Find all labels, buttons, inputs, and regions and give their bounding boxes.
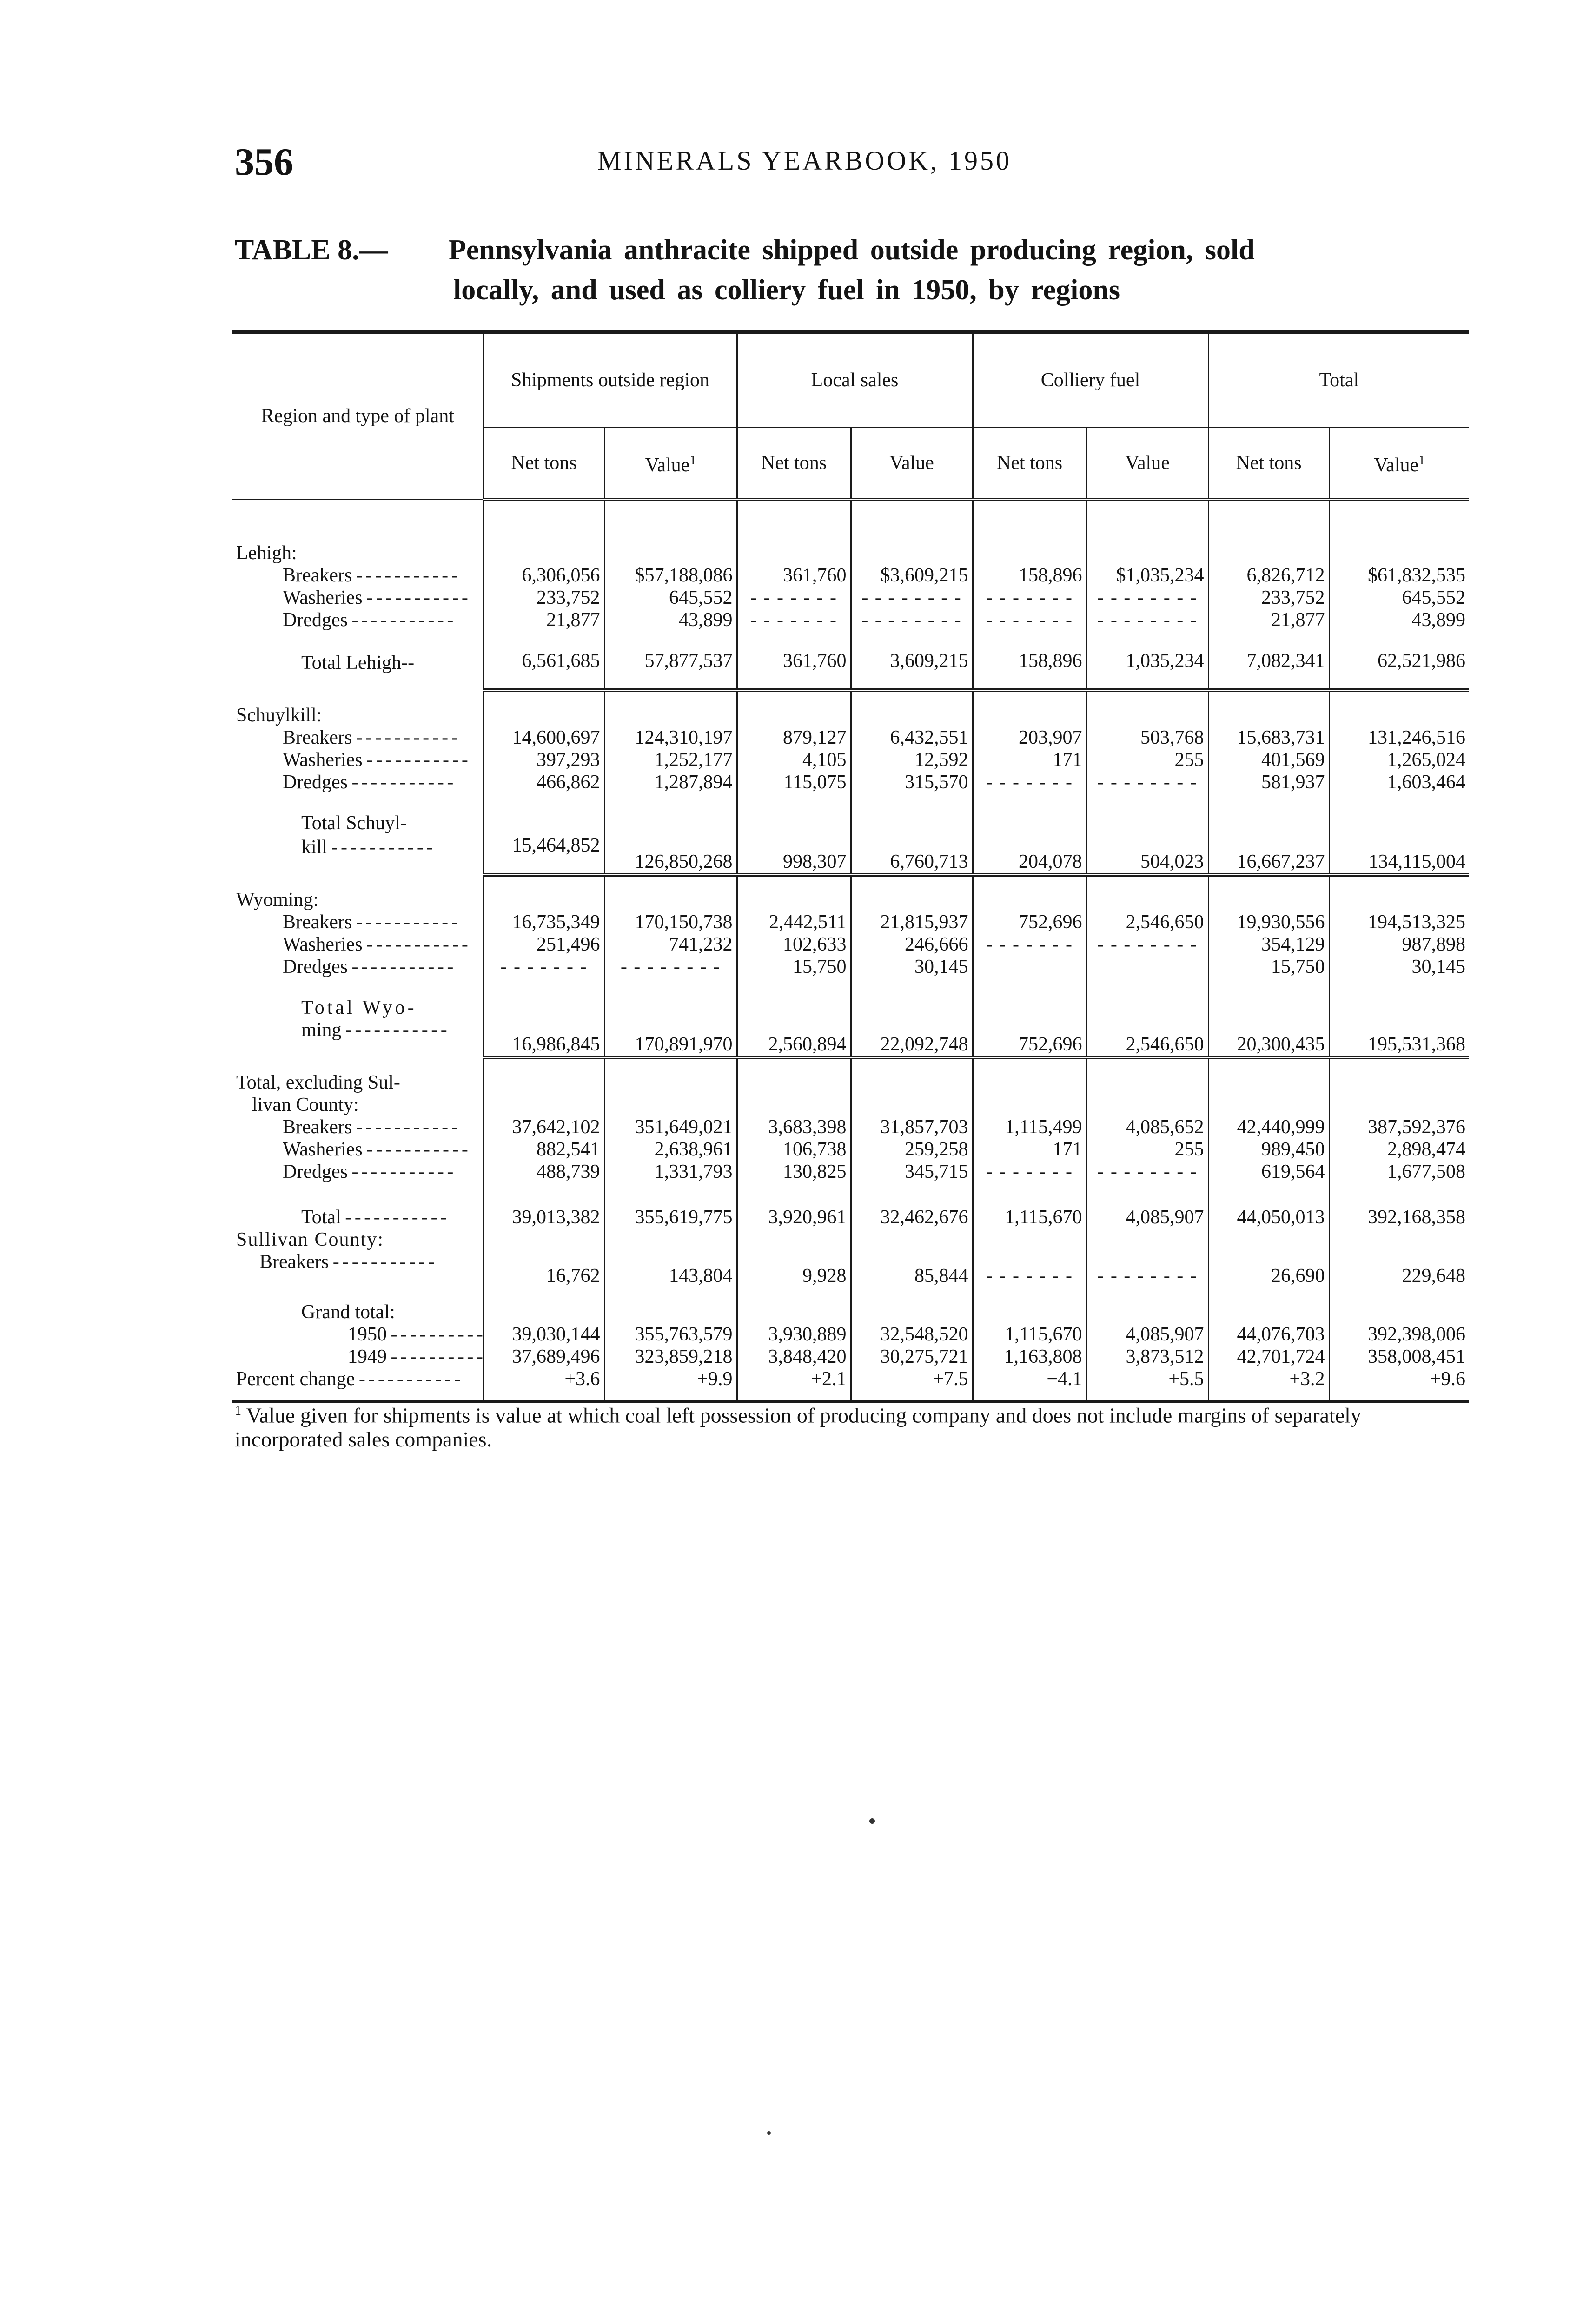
section-heading: Total, excluding Sul- — [236, 1071, 400, 1093]
section-heading-cont: livan County: — [252, 1094, 359, 1116]
running-title: MINERALS YEARBOOK, 1950 — [597, 145, 1012, 176]
subheader-value: Value — [851, 428, 973, 500]
section-heading: Wyoming: — [236, 889, 319, 911]
table-row: Breakers - - - 14,600,697 124,310,197 879,127 6,432,551 203,907 503,768 15,683,731 131,246,516 — [232, 726, 1469, 749]
total-row: kill - - - 15,464,852 126,850,268 998,307 6,760,713 204,078 504,023 16,667,237 134,115,004 — [232, 834, 1469, 875]
footnote-mark: 1 — [1418, 453, 1425, 468]
table-row: Washeries - - - 397,293 1,252,177 4,105 12,592 171 255 401,569 1,265,024 — [232, 749, 1469, 771]
table-label: TABLE 8.— — [235, 234, 388, 266]
total-row: Total - - - 39,013,382 355,619,775 3,920,961 32,462,676 1,115,670 4,085,907 44,050,013 392,168,358 — [232, 1183, 1469, 1228]
footnote-mark: 1 — [689, 453, 696, 468]
table-row: Dredges - - - - - - - - - - - - - - - - - - 15,750 30,145 15,750 30,145 — [232, 956, 1469, 978]
subheader-value: Value$^1$ — [1329, 428, 1469, 500]
subheader-net-tons: Net tons — [737, 428, 851, 500]
footnote — [235, 1399, 1451, 1452]
table-row: Breakers - - - 37,642,102 351,649,021 3,683,398 31,857,703 1,115,499 4,085,652 42,440,999 387,592,376 — [232, 1116, 1469, 1138]
anthracite-table — [232, 330, 1469, 1403]
table-row: Dredges - - - 21,877 43,899 - - - - - - - - - - - - - - - - - - - - - - - - - - - - - - 21,877 43,899 — [232, 609, 1469, 631]
section-heading: Sullivan County: — [236, 1228, 384, 1250]
subheader-value: Value — [1086, 428, 1208, 500]
page-number: 356 — [235, 140, 293, 184]
table-row: Washeries - - - 251,496 741,232 102,633 246,666 - - - - - - - - - - - - - - - 354,129 987,898 — [232, 933, 1469, 956]
table-row: Dredges - - - 466,862 1,287,894 115,075 315,570 - - - - - - - - - - - - - - - 581,937 1,603,464 — [232, 771, 1469, 793]
table-row: Percent change - - - +3.6 +9.9 +2.1 +7.5 −4.1 +5.5 +3.2 +9.6 — [232, 1368, 1469, 1401]
table-title-line-2: locally, and used as colliery fuel in 1950, by regions — [453, 274, 1120, 306]
total-row: Total Lehigh-- 6,561,685 57,877,537 361,760 3,609,215 158,896 1,035,234 7,082,341 62,521,986 — [232, 631, 1469, 690]
table-row: Washeries - - - 882,541 2,638,961 106,738 259,258 171 255 989,450 2,898,474 — [232, 1138, 1469, 1161]
table-row: Breakers - - - 16,762 143,804 9,928 85,844 - - - - - - - - - - - - - - - 26,690 229,648 — [232, 1251, 1469, 1287]
total-label-line-1: Total Schuyl- — [301, 812, 407, 834]
subheader-net-tons: Net tons — [484, 428, 604, 500]
group-header-shipments: Shipments outside region — [484, 332, 737, 428]
table-row: Breakers - - - 6,306,056 $57,188,086 361,760 $3,609,215 158,896 $1,035,234 6,826,712 $61,832,535 — [232, 564, 1469, 587]
table-title-line-1: Pennsylvania anthracite shipped outside producing region, sold — [449, 234, 1255, 266]
print-speck — [869, 1818, 875, 1824]
table-row: 1949 - - - 37,689,496 323,859,218 3,848,420 30,275,721 1,163,808 3,873,512 42,701,724 358,008,451 — [232, 1346, 1469, 1368]
section-heading: Lehigh: — [236, 542, 297, 564]
page-header — [235, 139, 1451, 186]
group-header-total: Total — [1208, 332, 1469, 428]
stub-header: Region and type of plant — [232, 332, 484, 499]
section-heading: Grand total: — [301, 1301, 395, 1323]
group-header-local-sales: Local sales — [737, 332, 973, 428]
footnote-mark: 1 — [235, 1404, 241, 1418]
table-row: 1950 - - - 39,030,144 355,763,579 3,930,889 32,548,520 1,115,670 4,085,907 44,076,703 392,398,006 — [232, 1323, 1469, 1346]
group-header-colliery-fuel: Colliery fuel — [973, 332, 1208, 428]
footnote-text: Value given for shipments is value at which coal left possession of producing company and does not include margins of separately incorporated sales companies. — [235, 1403, 1361, 1452]
subheader-net-tons: Net tons — [973, 428, 1086, 500]
total-label-line-1: Total Wyo- — [301, 997, 417, 1018]
section-heading: Schuylkill: — [236, 704, 322, 726]
subheader-net-tons: Net tons — [1208, 428, 1329, 500]
table-row: Washeries - - - 233,752 645,552 - - - - - - - - - - - - - - - - - - - - - - - - - - - - - - 233,752 645,552 — [232, 587, 1469, 609]
print-speck — [767, 2131, 771, 2135]
total-row: ming - - - 16,986,845 170,891,970 2,560,894 22,092,748 752,696 2,546,650 20,300,435 195,531,368 — [232, 1019, 1469, 1057]
table-row: Dredges - - - 488,739 1,331,793 130,825 345,715 - - - - - - - - - - - - - - - 619,564 1,677,508 — [232, 1161, 1469, 1183]
table-row: Breakers - - - 16,735,349 170,150,738 2,442,511 21,815,937 752,696 2,546,650 19,930,556 194,513,325 — [232, 911, 1469, 933]
subheader-value: Value$^1$ — [604, 428, 737, 500]
